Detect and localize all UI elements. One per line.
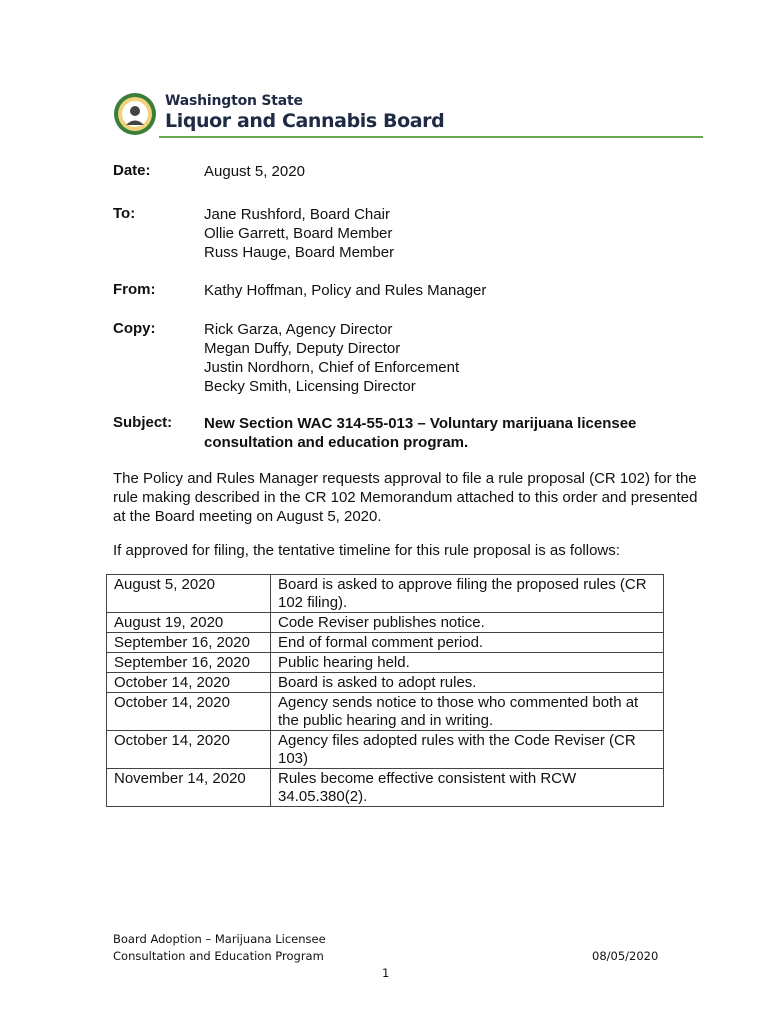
copy-recipient: Rick Garza, Agency Director: [204, 321, 393, 338]
timeline-date: September 16, 2020: [107, 653, 271, 673]
timeline-event: [271, 673, 664, 693]
from-value: Kathy Hoffman, Policy and Rules Manager: [204, 282, 487, 299]
page-number: 1: [382, 966, 390, 980]
timeline-date: November 14, 2020: [107, 769, 271, 807]
copy-recipient: Megan Duffy, Deputy Director: [204, 340, 401, 357]
timeline-date: October 14, 2020: [107, 693, 271, 731]
event-line: the public hearing and in writing.: [278, 712, 494, 729]
event-line: End of formal comment period.: [278, 634, 484, 651]
event-line: Board is asked to adopt rules.: [278, 674, 477, 691]
timeline-event: [271, 731, 664, 769]
letterhead: [113, 92, 703, 140]
timeline-date: August 5, 2020: [107, 575, 271, 613]
to-label: To:: [113, 205, 136, 222]
subject-line: New Section WAC 314-55-013 – Voluntary marijuana licensee: [204, 415, 637, 432]
event-line: 34.05.380(2).: [278, 788, 368, 805]
event-line: Board is asked to approve filing the proposed rules (CR: [278, 576, 647, 593]
table-row: [107, 633, 664, 653]
table-row: [107, 693, 664, 731]
copy-label: Copy:: [113, 320, 156, 337]
subject-value: [204, 414, 636, 452]
footer-line: Consultation and Education Program: [113, 949, 324, 963]
intro-paragraph: [113, 469, 708, 526]
subject-line: consultation and education program.: [204, 434, 469, 451]
org-name-line1: Washington State: [165, 93, 303, 109]
intro-line: The Policy and Rules Manager requests approval to file a rule proposal (CR 102) for the: [113, 470, 697, 487]
table-row: [107, 731, 664, 769]
date-label: Date:: [113, 162, 151, 179]
date-value: August 5, 2020: [204, 163, 305, 180]
copy-recipient: Becky Smith, Licensing Director: [204, 378, 416, 395]
intro-line: at the Board meeting on August 5, 2020.: [113, 508, 382, 525]
timeline-event: [271, 653, 664, 673]
event-line: Agency sends notice to those who commented both at: [278, 694, 639, 711]
event-line: Public hearing held.: [278, 654, 410, 671]
table-row: [107, 613, 664, 633]
event-line: Agency files adopted rules with the Code Reviser (CR: [278, 732, 636, 749]
recipient: Russ Hauge, Board Member: [204, 244, 395, 261]
timeline-event: [271, 575, 664, 613]
timeline-event: [271, 693, 664, 731]
recipient: Ollie Garrett, Board Member: [204, 225, 393, 242]
footer-title: [113, 931, 326, 965]
timeline-event: [271, 633, 664, 653]
event-line: 102 filing).: [278, 594, 348, 611]
intro-line: rule making described in the CR 102 Memorandum attached to this order and presented: [113, 489, 698, 506]
copy-recipient: Justin Nordhorn, Chief of Enforcement: [204, 359, 460, 376]
timeline-date: August 19, 2020: [107, 613, 271, 633]
timeline-table: [106, 574, 664, 807]
timeline-date: September 16, 2020: [107, 633, 271, 653]
table-row: [107, 769, 664, 807]
subject-label: Subject:: [113, 414, 173, 431]
timeline-intro: If approved for filing, the tentative timeline for this rule proposal is as follows:: [113, 542, 620, 559]
from-label: From:: [113, 281, 156, 298]
table-row: [107, 653, 664, 673]
event-line: 103): [278, 750, 309, 767]
to-recipients: [204, 205, 394, 262]
footer-line: Board Adoption – Marijuana Licensee: [113, 932, 326, 946]
table-row: [107, 575, 664, 613]
letterhead-rule: [159, 136, 703, 138]
org-name-line2: Liquor and Cannabis Board: [165, 110, 445, 132]
copy-recipients: [204, 320, 459, 396]
table-row: [107, 673, 664, 693]
timeline-event: [271, 769, 664, 807]
timeline-event: [271, 613, 664, 633]
timeline-date: October 14, 2020: [107, 731, 271, 769]
recipient: Jane Rushford, Board Chair: [204, 206, 390, 223]
timeline-date: October 14, 2020: [107, 673, 271, 693]
state-seal-icon: [113, 92, 157, 136]
event-line: Code Reviser publishes notice.: [278, 614, 485, 631]
footer-date: 08/05/2020: [592, 949, 659, 963]
event-line: Rules become effective consistent with RCW: [278, 770, 577, 787]
